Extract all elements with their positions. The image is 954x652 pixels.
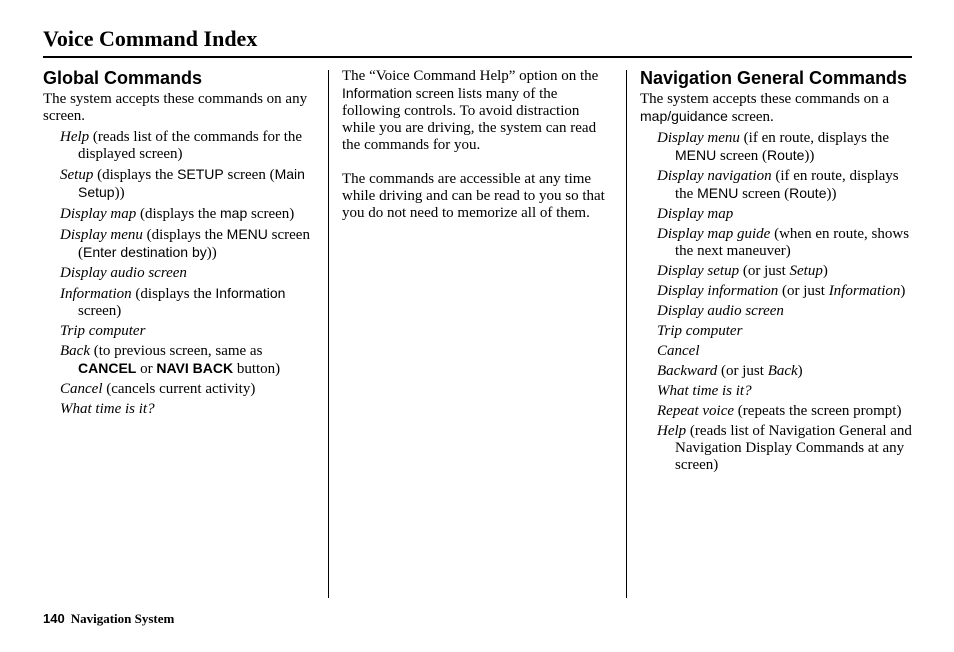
command-name: Cancel xyxy=(657,343,700,359)
command-item xyxy=(43,205,318,223)
command-item xyxy=(640,383,912,400)
navigation-commands-heading: Navigation General Commands xyxy=(640,68,908,88)
command-description: (displays the xyxy=(136,206,220,222)
screen-label: MENU xyxy=(226,226,268,242)
command-description: (reads list of the commands for the displayed screen) xyxy=(78,129,303,162)
command-name: Back xyxy=(60,343,90,359)
screen-label: Route xyxy=(789,185,827,201)
command-name: Setup xyxy=(60,167,94,183)
button-label: CANCEL xyxy=(78,360,137,376)
command-item xyxy=(640,303,912,320)
navigation-intro-text-a: The system accepts these commands on a xyxy=(640,91,890,107)
button-label: NAVI BACK xyxy=(156,360,234,376)
command-description: )) xyxy=(206,245,217,261)
column-divider-right xyxy=(626,70,627,598)
command-description: screen) xyxy=(78,303,122,319)
command-name: Cancel xyxy=(60,381,103,397)
command-description: (reads list of Navigation General and Navigation Display Commands at any screen) xyxy=(675,423,912,473)
help-info-text-b: screen lists many of the following controls. To avoid distraction while you are driving, the system can read the commands for you. xyxy=(342,86,597,153)
global-commands-heading: Global Commands xyxy=(43,68,203,88)
command-description: or xyxy=(136,361,157,377)
command-description: (if en route, displays the xyxy=(739,130,890,146)
command-item xyxy=(640,130,912,165)
command-description: )) xyxy=(804,148,815,164)
command-name: Display setup xyxy=(657,263,740,279)
command-description: screen ( xyxy=(78,227,310,261)
global-commands-list xyxy=(43,129,318,418)
command-item xyxy=(640,363,912,380)
page-number: 140 xyxy=(43,611,65,626)
command-description: )) xyxy=(114,185,125,201)
command-description: (when en route, shows the next maneuver) xyxy=(675,226,910,259)
command-item xyxy=(640,168,912,203)
command-name: Trip computer xyxy=(60,323,146,339)
screen-label: SETUP xyxy=(177,166,224,182)
page-footer xyxy=(43,611,174,627)
command-name: What time is it? xyxy=(657,383,752,399)
navigation-commands-intro xyxy=(640,91,912,126)
command-description: (displays the xyxy=(93,167,178,183)
command-item xyxy=(640,206,912,223)
command-name: Trip computer xyxy=(657,323,743,339)
command-name: Display menu xyxy=(60,227,143,243)
command-name: Back xyxy=(767,363,798,379)
command-description: ) xyxy=(797,363,803,379)
navigation-intro-text-b: screen. xyxy=(727,109,774,125)
information-screen-label: Information xyxy=(342,85,413,101)
command-item xyxy=(640,263,912,280)
command-item xyxy=(640,283,912,300)
command-description: ) xyxy=(900,283,906,299)
command-name: Setup xyxy=(789,263,823,279)
screen-label: map xyxy=(220,205,248,221)
command-name: Display map xyxy=(657,206,734,222)
command-item xyxy=(43,166,318,202)
command-description: screen ( xyxy=(738,186,790,202)
help-info-text-a: The “Voice Command Help” option on the xyxy=(342,68,599,84)
command-item xyxy=(43,285,318,320)
command-item xyxy=(640,403,912,420)
command-name: Display audio screen xyxy=(657,303,784,319)
command-name: Information xyxy=(828,283,901,299)
command-item xyxy=(43,343,318,378)
global-commands-column xyxy=(43,68,318,421)
navigation-commands-column xyxy=(640,68,912,477)
command-name: Help xyxy=(657,423,687,439)
command-description: (cancels current activity) xyxy=(102,381,256,397)
command-description: (if en route, displays the xyxy=(675,168,899,202)
column-divider-left xyxy=(328,70,329,598)
command-item xyxy=(43,226,318,262)
command-description: ) xyxy=(822,263,828,279)
command-name: Display menu xyxy=(657,130,740,146)
command-name: Repeat voice xyxy=(657,403,735,419)
command-description: (or just xyxy=(717,363,768,379)
command-item xyxy=(43,381,318,398)
screen-label: MENU xyxy=(675,147,717,163)
global-commands-intro: The system accepts these commands on any screen. xyxy=(43,91,308,124)
command-description: screen ( xyxy=(223,167,275,183)
screen-label: Enter destination by xyxy=(83,244,207,260)
footer-label: Navigation System xyxy=(70,611,175,626)
command-description: (or just xyxy=(739,263,790,279)
command-item xyxy=(640,423,912,474)
command-description: (repeats the screen prompt) xyxy=(734,403,902,419)
page-title: Voice Command Index xyxy=(43,26,258,51)
title-rule xyxy=(43,56,912,58)
command-name: What time is it? xyxy=(60,401,155,417)
command-name: Display information xyxy=(657,283,779,299)
help-info-column xyxy=(342,68,614,222)
command-name: Display audio screen xyxy=(60,265,187,281)
command-name: Display map guide xyxy=(657,226,771,242)
command-description: screen) xyxy=(247,206,295,222)
command-name: Help xyxy=(60,129,90,145)
command-item xyxy=(640,226,912,260)
command-description: screen ( xyxy=(716,148,768,164)
command-item xyxy=(43,323,318,340)
command-name: Display map xyxy=(60,206,137,222)
screen-label: Information xyxy=(215,285,286,301)
command-item xyxy=(640,343,912,360)
command-name: Display navigation xyxy=(657,168,772,184)
screen-label: MENU xyxy=(697,185,739,201)
command-item xyxy=(43,265,318,282)
command-description: (or just xyxy=(778,283,829,299)
navigation-commands-list xyxy=(640,130,912,474)
command-description: (displays the xyxy=(142,227,227,243)
command-item xyxy=(640,323,912,340)
command-description: (displays the xyxy=(131,286,216,302)
help-info-paragraph-2: The commands are accessible at any time while driving and can be read to you so that you do not need to memorize all of them. xyxy=(342,171,605,221)
map-guidance-label: map/guidance xyxy=(640,108,728,124)
command-item xyxy=(43,401,318,418)
command-description: button) xyxy=(233,361,281,377)
command-name: Information xyxy=(60,286,132,302)
command-description: (to previous screen, same as xyxy=(89,343,263,359)
screen-label: Route xyxy=(767,147,805,163)
help-info-paragraph-1 xyxy=(342,68,614,154)
command-item xyxy=(43,129,318,163)
screen-label: Main Setup xyxy=(78,166,305,200)
command-description: )) xyxy=(826,186,837,202)
command-name: Backward xyxy=(657,363,718,379)
